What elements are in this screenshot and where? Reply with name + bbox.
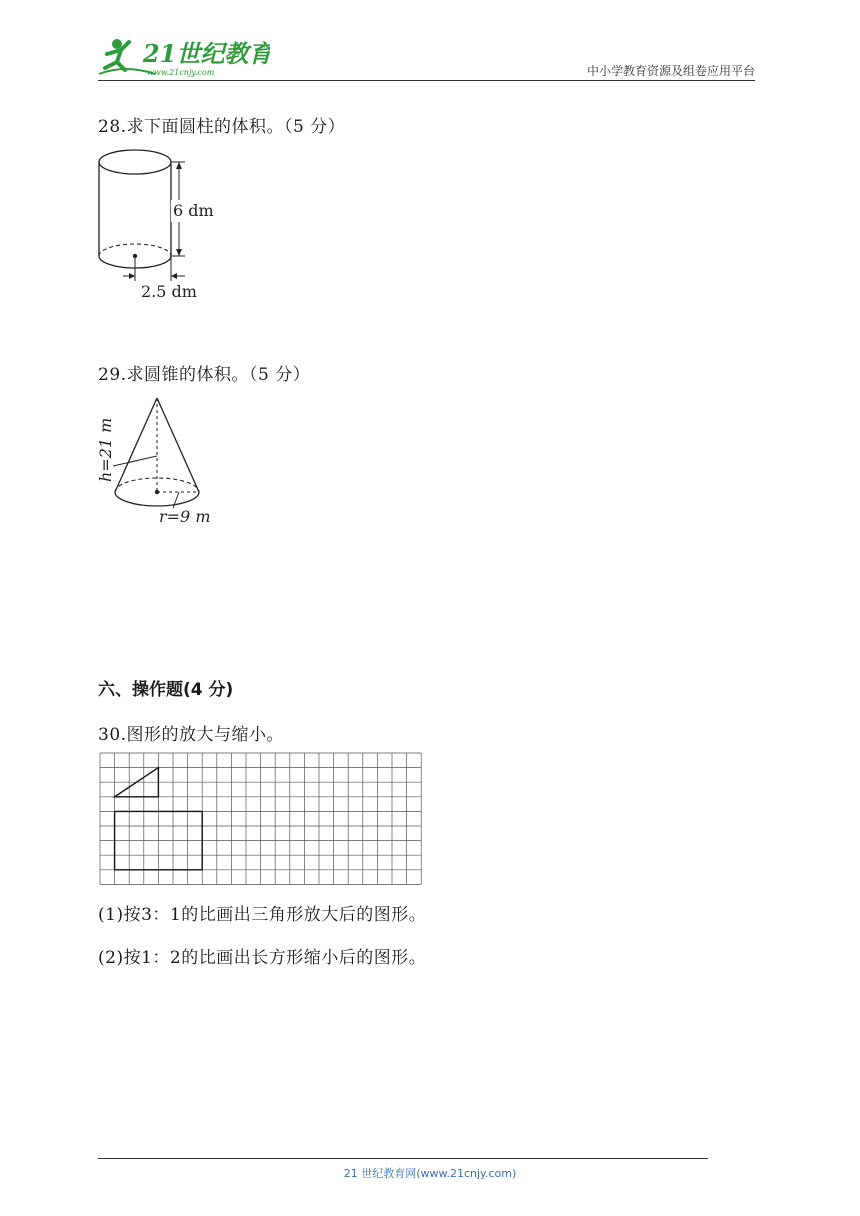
cone-figure (95, 390, 235, 534)
grid-figure (99, 752, 427, 892)
question-30-text: 30.图形的放大与缩小。 (98, 725, 285, 745)
logo-url: www.21cnjy.com (147, 68, 215, 77)
cylinder-height-label: 6 dm (173, 201, 214, 220)
header-platform-text: 中小学教育资源及组卷应用平台 (586, 64, 755, 78)
logo-text: 21世纪教育 (143, 39, 270, 68)
question-29-text: 29.求圆锥的体积。（5 分） (98, 365, 311, 385)
section-6-title: 六、操作题(4 分) (98, 680, 234, 700)
question-28-text: 28.求下面圆柱的体积。（5 分） (98, 117, 346, 137)
footer-divider (98, 1158, 708, 1159)
cylinder-figure (95, 145, 235, 309)
cone-radius-label: r=9 m (159, 507, 211, 526)
footer-text: 21 世纪教育网(www.21cnjy.com) (343, 1167, 517, 1180)
cone-height-label: h=21 m (96, 417, 115, 482)
header-divider (98, 80, 755, 81)
cone-right-edge (157, 398, 199, 492)
cylinder-radius-label: 2.5 dm (141, 282, 197, 301)
question-30-part-2: (2)按1：2的比画出长方形缩小后的图形。 (98, 948, 427, 968)
cone-left-edge (115, 398, 157, 492)
cylinder-top (99, 150, 171, 174)
site-logo (95, 34, 270, 80)
logo-figure-head (112, 39, 122, 49)
question-30-part-1: (1)按3：1的比画出三角形放大后的图形。 (98, 905, 427, 925)
